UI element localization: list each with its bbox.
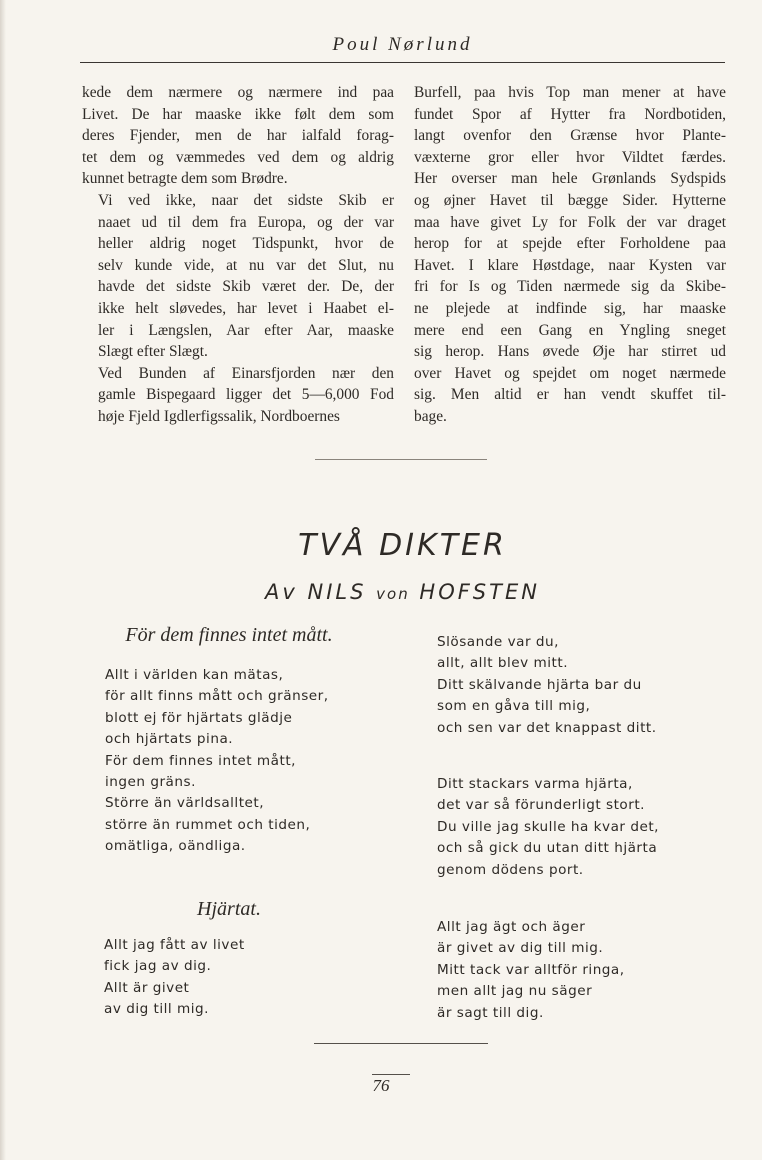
poem-line: Större än världsalltet, (105, 795, 265, 812)
poem-line: av dig till mig. (104, 1001, 210, 1018)
text-line: kede dem nærmere og nærmere ind paa (82, 84, 394, 101)
poem-line: är givet av dig till mig. (437, 940, 604, 957)
author-particle: von (376, 585, 410, 603)
poem-line: men allt jag nu säger (437, 983, 593, 1000)
text-line: Slægt efter Slægt. (98, 343, 208, 361)
text-line: bage. (414, 407, 447, 425)
article-paragraph (82, 82, 394, 190)
poem-line: Ditt skälvande hjärta bar du (437, 676, 642, 693)
text-line: langt ovenfor den Grænse hvor Plante- (414, 127, 726, 145)
poem-line: för allt finns mått och gränser, (105, 688, 329, 705)
text-line: tet dem og væmmedes ved dem og aldrig (82, 148, 394, 166)
article-paragraph (414, 82, 726, 428)
poem-line: Allt jag fått av livet (104, 937, 245, 953)
poem-1-lines (105, 665, 329, 858)
text-line: mere end een Gang en Yngling sneget (414, 321, 726, 339)
bottom-rule (314, 1043, 488, 1044)
text-line: naaet ud til dem fra Europa, og der var (98, 213, 394, 231)
poem-line: Mitt tack var alltför ringa, (437, 961, 625, 978)
poem-2-stanza-1 (437, 632, 657, 739)
page-number: 76 (372, 1076, 390, 1095)
poem-line: som en gåva till mig, (437, 698, 591, 715)
author-last-name: HOFSTEN (419, 580, 540, 604)
text-line: deres Fjender, men de har ialfald forag- (82, 127, 394, 145)
poem-2-stanza-2 (437, 774, 659, 881)
poem-line: och hjärtats pina. (105, 731, 234, 748)
text-line: ler i Længslen, Aar efter Aar, maaske (98, 321, 394, 339)
page-number-rule (372, 1074, 410, 1075)
text-line: væxterne gror eller hvor Vildtet færdes. (414, 148, 726, 166)
text-line: Livet. De har maaske ikke følt dem som (82, 105, 394, 123)
text-line: havde det sidste Skib været der. De, der (98, 278, 394, 296)
author-first-name: NILS (307, 580, 367, 604)
running-header: Poul Nørlund (332, 34, 473, 55)
poem-2-title: Hjärtat. (197, 898, 261, 920)
text-line: Ved Bunden af Einarsfjorden nær den (98, 364, 394, 382)
poem-line: ingen gräns. (105, 774, 196, 791)
poem-line: Du ville jag skulle ha kvar det, (437, 818, 659, 835)
text-line: kunnet betragte dem som Brødre. (82, 170, 288, 188)
text-line: gamle Bispegaard ligger det 5—6,000 Fod (98, 386, 394, 404)
text-line: herop for at spejde efter Forholdene paa (414, 235, 726, 253)
byline-prefix: Av (265, 580, 298, 604)
poem-line: Allt är givet (104, 979, 190, 996)
poem-line: Allt i världen kan mätas, (105, 667, 284, 683)
poem-line: blott ej för hjärtats glädje (105, 709, 293, 726)
page-edge-shadow (0, 0, 6, 1160)
poem-1-title: För dem finnes intet mått. (125, 624, 333, 646)
text-line: sig. Men altid er han vendt skuffet til- (414, 386, 726, 404)
poem-line: det var så förunderligt stort. (437, 797, 645, 814)
poem-2-stanza-3 (437, 917, 625, 1024)
poem-line: Ditt stackars varma hjärta, (437, 776, 633, 792)
poem-line: större än rummet och tiden, (105, 816, 311, 833)
poem-line: Slösande var du, (437, 634, 559, 650)
section-title: TVÅ DIKTER (298, 528, 507, 563)
text-line: Vi ved ikke, naar det sidste Skib er (98, 191, 394, 209)
poem-line: genom dödens port. (437, 861, 584, 878)
article-right-column (414, 82, 726, 428)
poem-line: och sen var det knappast ditt. (437, 719, 657, 736)
text-line: over Havet og spejdet om noget nærmede (414, 364, 726, 382)
text-line: ikke helt sløvedes, har levet i Haabet el- (98, 299, 394, 317)
section-divider (315, 459, 487, 460)
poem-line: allt, allt blev mitt. (437, 655, 569, 672)
text-line: Her overser man hele Grønlands Sydspids (414, 170, 726, 188)
text-line: fundet Spor af Hytter fra Nordbotiden, (414, 105, 726, 123)
poem-line: För dem finnes intet mått, (105, 752, 296, 769)
poem-line: är sagt till dig. (437, 1004, 544, 1021)
header-rule (80, 62, 725, 63)
text-line: høje Fjeld Igdlerfigssalik, Nordboernes (98, 407, 340, 425)
text-line: selv kunde vide, at nu var det Slut, nu (98, 256, 394, 274)
text-line: ne plejede at indfinde sig, har maaske (414, 299, 726, 317)
article-paragraph (82, 190, 394, 363)
poem-line: och så gick du utan ditt hjärta (437, 840, 658, 857)
text-line: Havet. I klare Høstdage, naar Kysten var (414, 256, 726, 274)
text-line: Burfell, paa hvis Top man mener at have (414, 84, 726, 101)
text-line: fri for Is og Tiden nærmede sig da Skibe- (414, 278, 726, 296)
poem-line: fick jag av dig. (104, 958, 212, 975)
article-paragraph (82, 363, 394, 428)
text-line: heller aldrig noget Tidspunkt, hvor de (98, 235, 394, 253)
text-line: maa have givet Ly for Folk der var draget (414, 213, 726, 231)
text-line: og øjner Havet til bægge Sider. Hytterne (414, 191, 726, 209)
article-left-column (82, 82, 394, 428)
text-line: sig herop. Hans øvede Øje har stirret ud (414, 343, 726, 361)
poem-line: omätliga, oändliga. (105, 838, 246, 855)
poem-2-left-lines (104, 935, 245, 1021)
poem-line: Allt jag ägt och äger (437, 919, 586, 935)
byline (80, 580, 725, 604)
